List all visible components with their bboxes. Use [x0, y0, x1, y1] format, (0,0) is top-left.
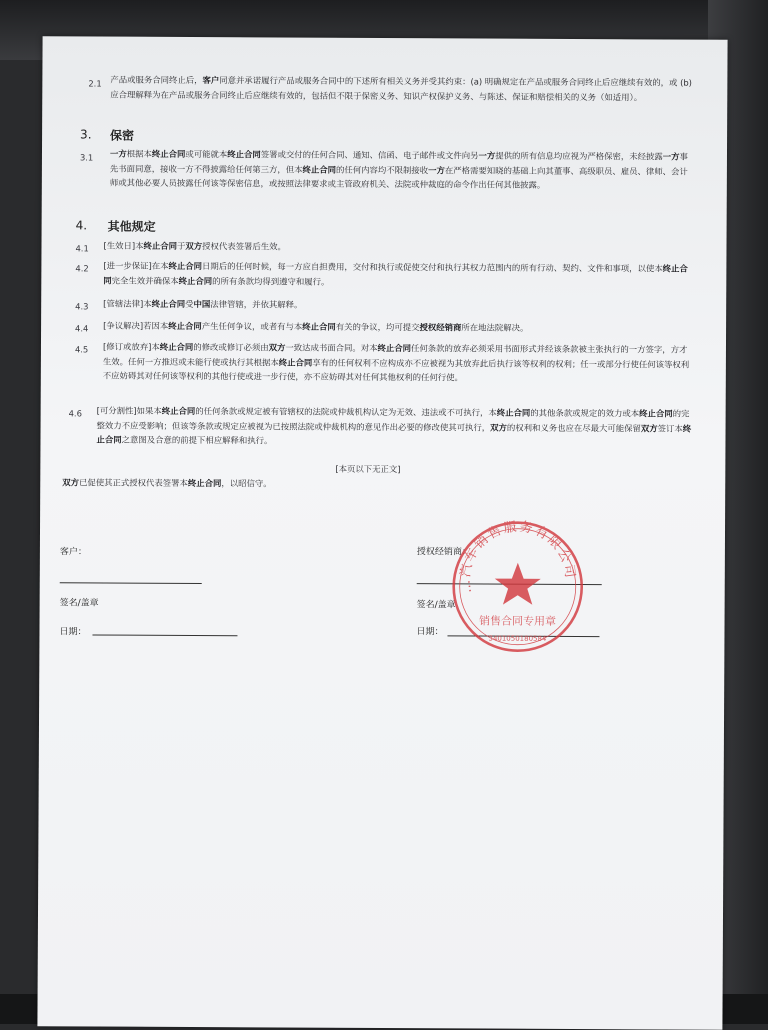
clause-number: 4.5	[74, 344, 89, 355]
clause-4-4: [争议解决]若因本终止合同产生任何争议，或者有与本终止合同有关的争议，均可提交授权经销商所在地法院解决。	[103, 320, 529, 333]
clause-number: 4.6	[68, 408, 82, 419]
clause-number: 4.1	[75, 243, 89, 254]
clause-number: 4.3	[75, 301, 89, 312]
seal-star-icon	[495, 563, 541, 605]
section-number: 3.	[80, 127, 92, 142]
clause-number: 2.1	[88, 78, 102, 89]
sign-seal-label-left: 签名/盖章	[59, 598, 99, 609]
date-line-left	[92, 634, 237, 636]
customer-signature-line	[60, 582, 202, 584]
clause-number: 4.4	[75, 323, 89, 334]
document-page	[37, 36, 727, 1030]
seal-inner-text: 销售合同专用章	[479, 614, 557, 628]
customer-label: 客户：	[59, 547, 87, 558]
clause-number: 4.2	[75, 263, 89, 274]
clause-4-2: [进一步保证]在本终止合同日期后的任何时候，每一方应自担费用，交付和执行或促使交付和执行其权力范围内的所有行动、契约、文件和事项，以使本终止合同完全生效并确保本终止合同的所有条款均得到遵守和履行。	[103, 260, 688, 287]
dealer-label: 授权经销商：	[416, 547, 471, 558]
clause-4-5: [修订或放弃]本终止合同的修改或修订必须由双方一致达成书面合同。对本终止合同任何条款的放弃必须采用书面形式并经该条款被主张执行的一方签字，方才生效。任何一方推迟或未能行使或执行其根据本终止合同享有的任何权利不应构成亦不应被视为其放弃此后执行该等权利的权利；任一或部分行使任何该等权利不应妨碍其对任何该等权利的其他行使或进一步行使，亦不应妨碍其对任何其他权利的任何行使。	[102, 341, 690, 383]
section-number: 4.	[75, 218, 88, 233]
section-title-other: 其他规定	[107, 219, 156, 234]
clause-3-1: 一方根据本终止合同或可能就本终止合同签署或交付的任何合同、通知、信函、电子邮件或文件向另一方提供的所有信息均应视为严格保密，未经披露一方事先书面同意，接收一方不得披露给任何第三方，但本终止合同的任何内容均不限制接收一方在严格需要知晓的基础上向其董事、高级职员、雇员、律师、会计师或其他必要人员披露任何该等保密信息，或按照法律要求或主管政府机关、法院或仲裁庭的命令作出任何其他披露。	[109, 148, 688, 190]
clause-4-6: [可分割性]如果本终止合同的任何条款或规定被有管辖权的法院或仲裁机构认定为无效、违法或不可执行，本终止合同的其他条款或规定的效力或本终止合同的完整效力不应受影响；但该等条款或规定应被视为已按照法院或仲裁机构的意见作出必要的修改使其可执行，双方的权利和义务也应在尽最大可能保留双方签订本终止合同之意图及合意的前提下相应解释和执行。	[96, 405, 692, 446]
closing-statement: 双方已促使其正式授权代表签署本终止合同，以昭信守。	[62, 477, 272, 489]
sign-seal-label-right: 签名/盖章	[416, 600, 456, 611]
date-label-right: 日期：	[416, 627, 444, 638]
clause-4-3: [管辖法律]本终止合同受中国法律管辖，并依其解释。	[103, 298, 303, 310]
company-seal	[447, 516, 588, 657]
section-title-confidentiality: 保密	[110, 128, 135, 143]
seal-code: 3401050180584	[488, 634, 547, 643]
clause-4-1: [生效日]本终止合同于双方授权代表签署后生效。	[103, 240, 286, 252]
no-further-text: [本页以下无正文]	[335, 463, 401, 475]
clause-number: 3.1	[79, 152, 94, 163]
clause-2-1: 产品或服务合同终止后，客户同意并承诺履行产品或服务合同中的下述所有相关义务并受其约束：(a) 明确规定在产品或服务合同终止后应继续有效的，或 (b) 应合理解释为在产品或服务合同终止后应继续有效的，包括但不限于保密义务、知识产权保护义务、与陈述、保证和赔偿相关的义务（如适用）。	[110, 74, 692, 102]
seal-ring-text: …汽车销售服务有限公司	[458, 519, 578, 595]
date-label-left: 日期：	[59, 627, 87, 638]
